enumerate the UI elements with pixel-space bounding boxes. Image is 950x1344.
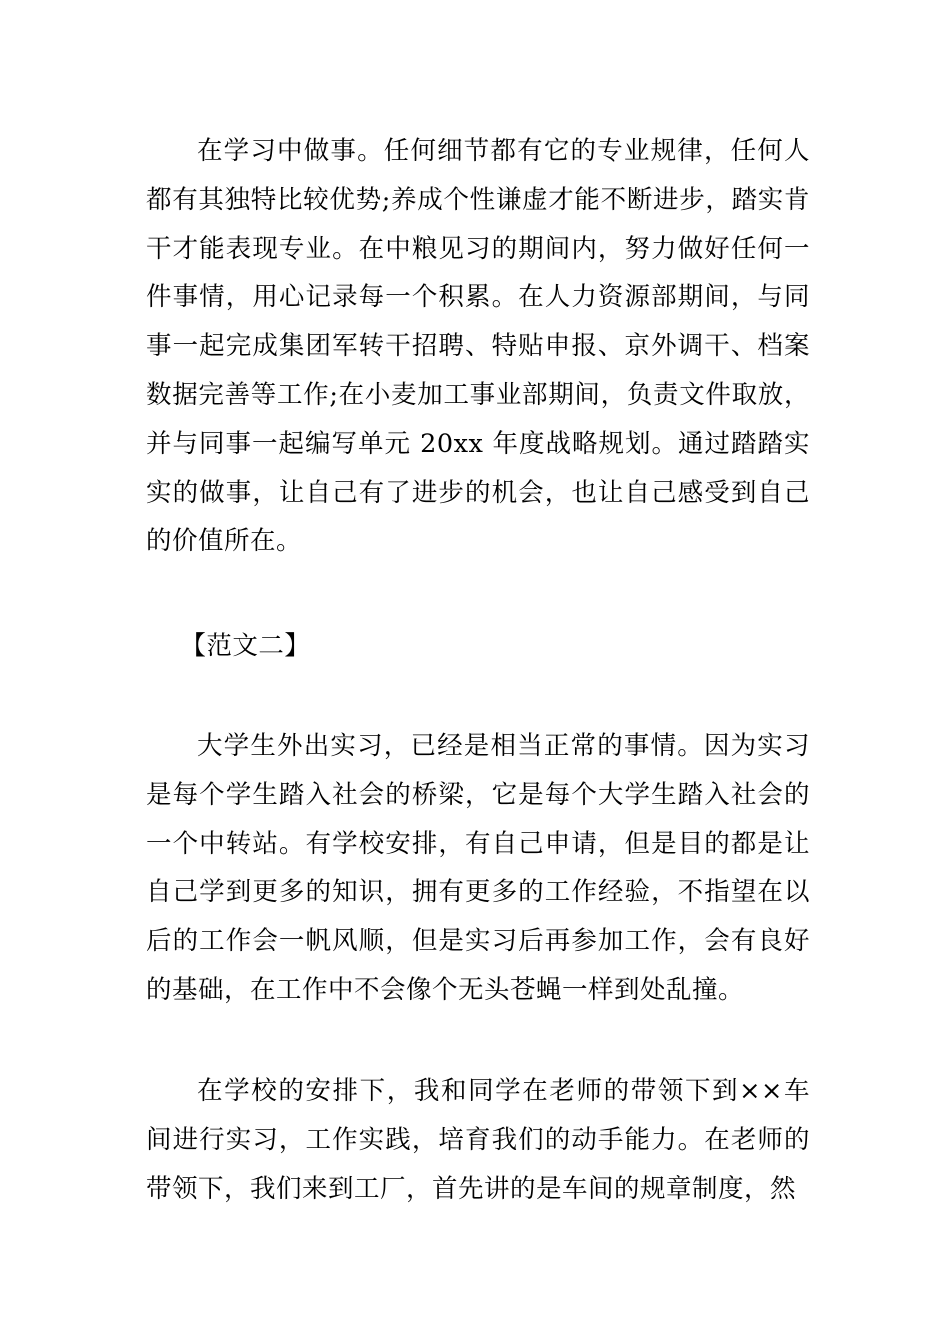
body-paragraph-3: 在学校的安排下，我和同学在老师的带领下到××车间进行实习，工作实践，培育我们的动手能力。在老师的带领下，我们来到工厂，首先讲的是车间的规章制度，然	[146, 1076, 810, 1204]
body-paragraph-2: 大学生外出实习，已经是相当正常的事情。因为实习是每个学生踏入社会的桥梁，它是每个大学生踏入社会的一个中转站。有学校安排，有自己申请，但是目的都是让自己学到更多的知识，拥有更多的工作经验，不指望在以后的工作会一帆风顺，但是实习后再参加工作，会有良好的基础，在工作中不会像个无头苍蝇一样到处乱撞。	[146, 731, 810, 1005]
body-paragraph-1: 在学习中做事。任何细节都有它的专业规律，任何人都有其独特比较优势;养成个性谦虚才能不断进步，踏实肯干才能表现专业。在中粮见习的期间内，努力做好任何一件事情，用心记录每一个积累。在人力资源部期间，与同事一起完成集团军转干招聘、特贴申报、京外调干、档案数据完善等工作;在小麦加工事业部期间，负责文件取放，并与同事一起编写单元 20xx 年度战略规划。通过踏踏实实的做事，让自己有了进步的机会，也让自己感受到自己的价值所在。	[146, 136, 810, 557]
section-heading: 【范文二】	[180, 631, 311, 661]
